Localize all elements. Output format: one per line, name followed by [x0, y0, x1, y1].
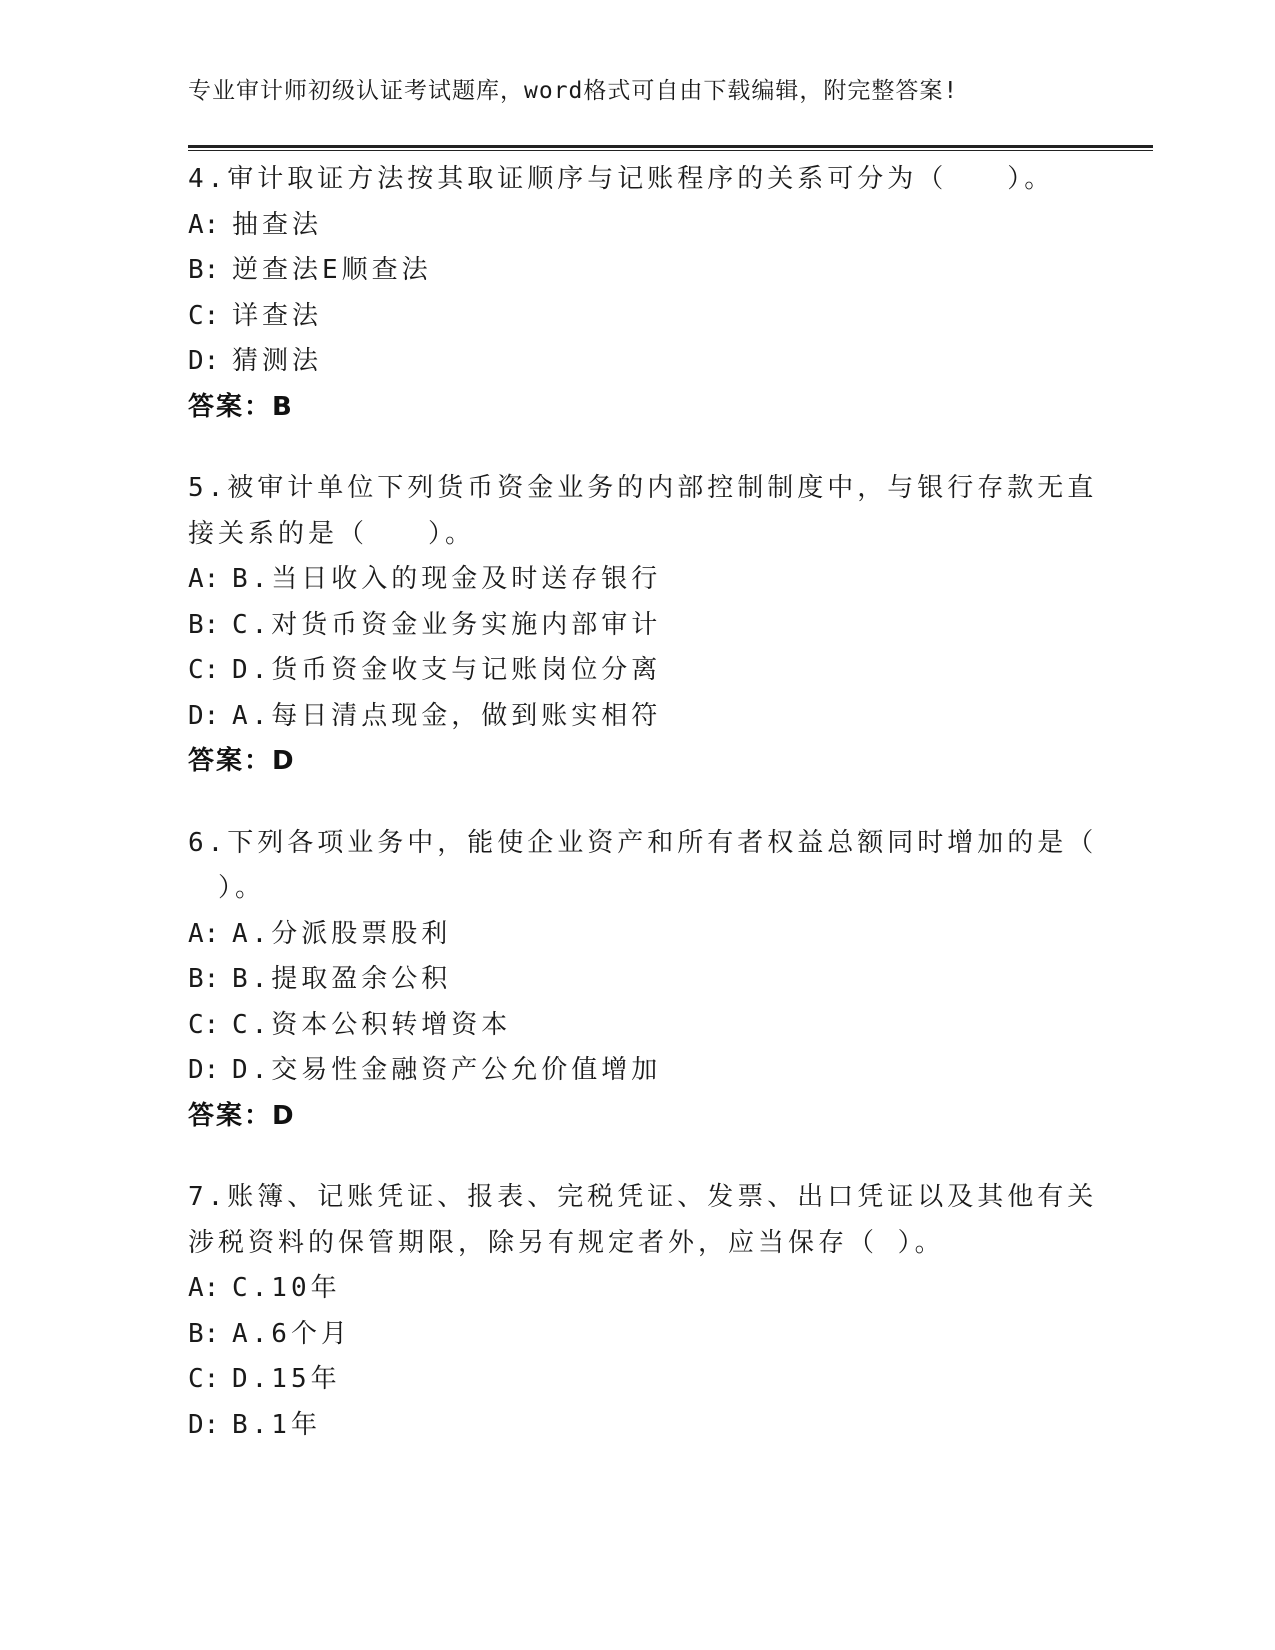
option-text: B.1年: [232, 1409, 321, 1440]
question-stem: 7.账簿、记账凭证、报表、完税凭证、发票、出口凭证以及其他有关: [188, 1182, 1098, 1212]
header-divider: [188, 145, 1153, 151]
option-row: [188, 1312, 1068, 1358]
option-letter: C:: [188, 300, 220, 331]
option-text: D.15年: [232, 1364, 341, 1394]
option-letter: D:: [188, 1055, 220, 1085]
question-block: [188, 1175, 1098, 1448]
answer-line: 答案：B: [188, 391, 294, 422]
option-letter: D:: [188, 1409, 220, 1440]
option-row: [188, 648, 1068, 694]
option-row: [188, 1003, 1068, 1049]
question-list: [188, 157, 1098, 1484]
question-stem: ）。: [188, 873, 266, 903]
option-row: [188, 1266, 1068, 1312]
option-letter: C:: [188, 1009, 220, 1040]
question-block: [188, 821, 1098, 1140]
option-text: A.每日清点现金，做到账实相符: [232, 700, 662, 731]
option-letter: B:: [188, 609, 220, 640]
option-row: [188, 912, 1068, 958]
option-letter: B:: [188, 255, 220, 285]
option-letter: D:: [188, 700, 220, 731]
option-letter: A:: [188, 1273, 220, 1303]
option-row: [188, 294, 1068, 340]
option-text: 猜测法: [232, 346, 323, 376]
option-row: [188, 957, 1068, 1003]
question-stem: 接关系的是（ ）。: [188, 518, 476, 549]
question-stem: 涉税资料的保管期限，除另有规定者外，应当保存（ ）。: [188, 1227, 945, 1258]
question-block: [188, 157, 1068, 430]
option-row: [188, 694, 1068, 740]
option-text: C.10年: [232, 1273, 341, 1303]
option-text: 详查法: [232, 300, 323, 331]
option-text: B.当日收入的现金及时送存银行: [232, 564, 662, 594]
answer-line: 答案：D: [188, 746, 296, 776]
option-text: B.提取盈余公积: [232, 964, 452, 994]
option-letter: C:: [188, 1364, 220, 1394]
option-text: C.对货币资金业务实施内部审计: [232, 609, 662, 640]
option-row: [188, 603, 1068, 649]
option-letter: C:: [188, 655, 220, 685]
question-stem: 4.审计取证方法按其取证顺序与记账程序的关系可分为（ ）。: [188, 164, 1055, 194]
option-text: D.货币资金收支与记账岗位分离: [232, 655, 662, 685]
option-row: [188, 1048, 1068, 1094]
option-text: D.交易性金融资产公允价值增加: [232, 1055, 662, 1085]
option-letter: A:: [188, 918, 220, 949]
option-text: A.分派股票股利: [232, 918, 452, 949]
question-block: [188, 466, 1098, 785]
page-header: 专业审计师初级认证考试题库，word格式可自由下载编辑，附完整答案!: [188, 78, 959, 104]
answer-line: 答案：D: [188, 1100, 296, 1131]
question-stem: 5.被审计单位下列货币资金业务的内部控制制度中，与银行存款无直: [188, 473, 1098, 503]
option-row: [188, 203, 1068, 249]
option-text: 逆查法E顺查法: [232, 255, 432, 285]
question-stem: 6.下列各项业务中，能使企业资产和所有者权益总额同时增加的是（: [188, 827, 1098, 858]
option-row: [188, 557, 1068, 603]
option-text: A.6个月: [232, 1318, 351, 1349]
option-letter: B:: [188, 1318, 220, 1349]
option-letter: A:: [188, 209, 220, 240]
option-letter: A:: [188, 564, 220, 594]
option-letter: B:: [188, 964, 220, 994]
option-letter: D:: [188, 346, 220, 376]
option-row: [188, 1403, 1068, 1449]
option-row: [188, 248, 1068, 294]
option-row: [188, 339, 1068, 385]
option-text: C.资本公积转增资本: [232, 1009, 512, 1040]
option-row: [188, 1357, 1068, 1403]
option-text: 抽查法: [232, 209, 323, 240]
